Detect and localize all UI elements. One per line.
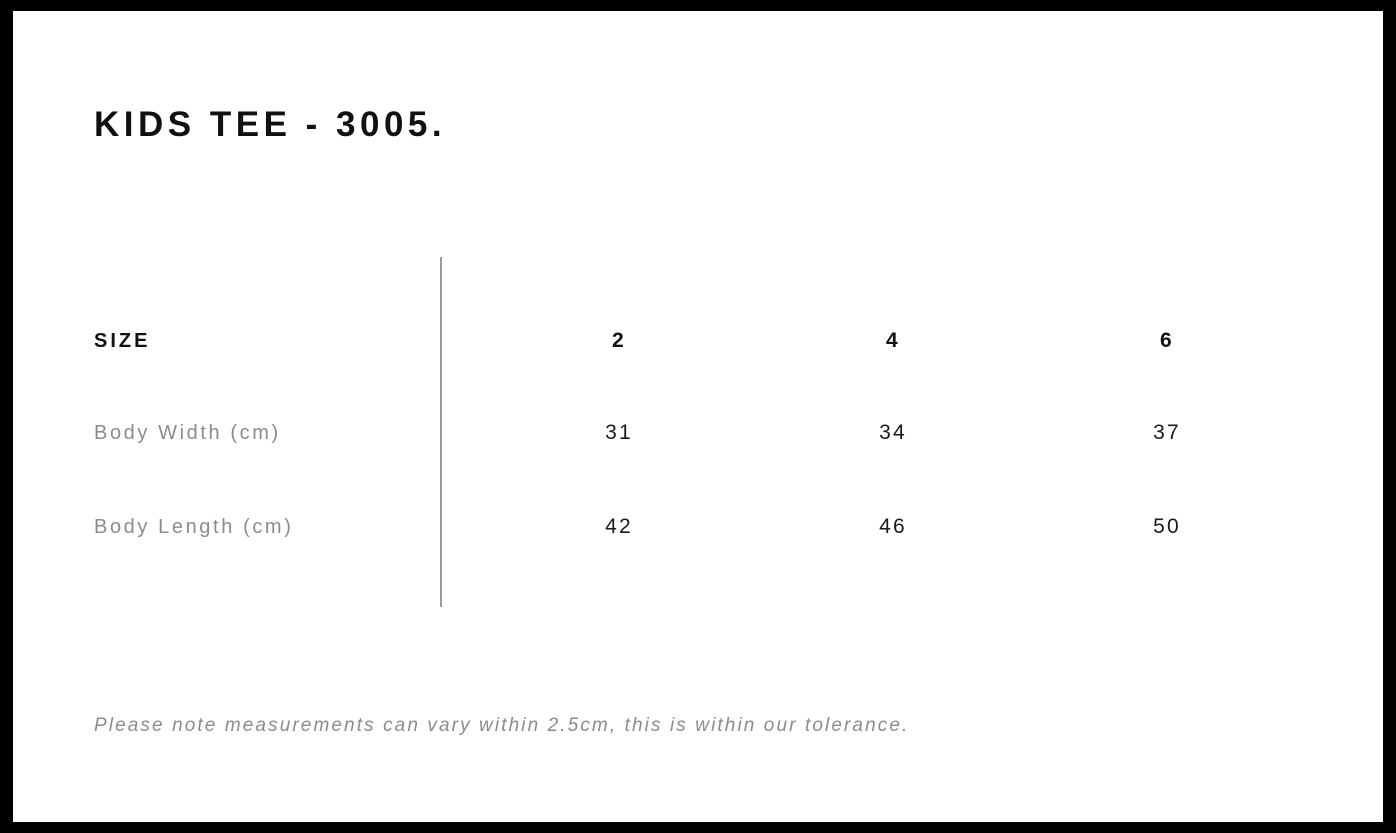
row-label-body-length: Body Length (cm) xyxy=(94,516,294,538)
cell-body-length-4: 46 xyxy=(879,515,907,538)
cell-body-width-6: 37 xyxy=(1153,421,1181,444)
table-row xyxy=(13,512,1383,542)
column-header-size-2: 2 xyxy=(612,329,626,352)
size-chart-card xyxy=(13,11,1383,822)
column-header-size-4: 4 xyxy=(886,329,900,352)
column-header-size-6: 6 xyxy=(1160,329,1174,352)
column-header-size: SIZE xyxy=(94,330,151,352)
cell-body-length-2: 42 xyxy=(605,515,633,538)
row-label-body-width: Body Width (cm) xyxy=(94,422,281,444)
cell-body-width-4: 34 xyxy=(879,421,907,444)
table-row xyxy=(13,418,1383,448)
table-header-row xyxy=(13,326,1383,356)
size-chart-table xyxy=(13,11,1383,822)
cell-body-width-2: 31 xyxy=(605,421,633,444)
cell-body-length-6: 50 xyxy=(1153,515,1181,538)
tolerance-note: Please note measurements can vary within 2.5cm, this is within our tolerance. xyxy=(94,715,910,736)
page-title: KIDS TEE - 3005. xyxy=(94,105,447,144)
